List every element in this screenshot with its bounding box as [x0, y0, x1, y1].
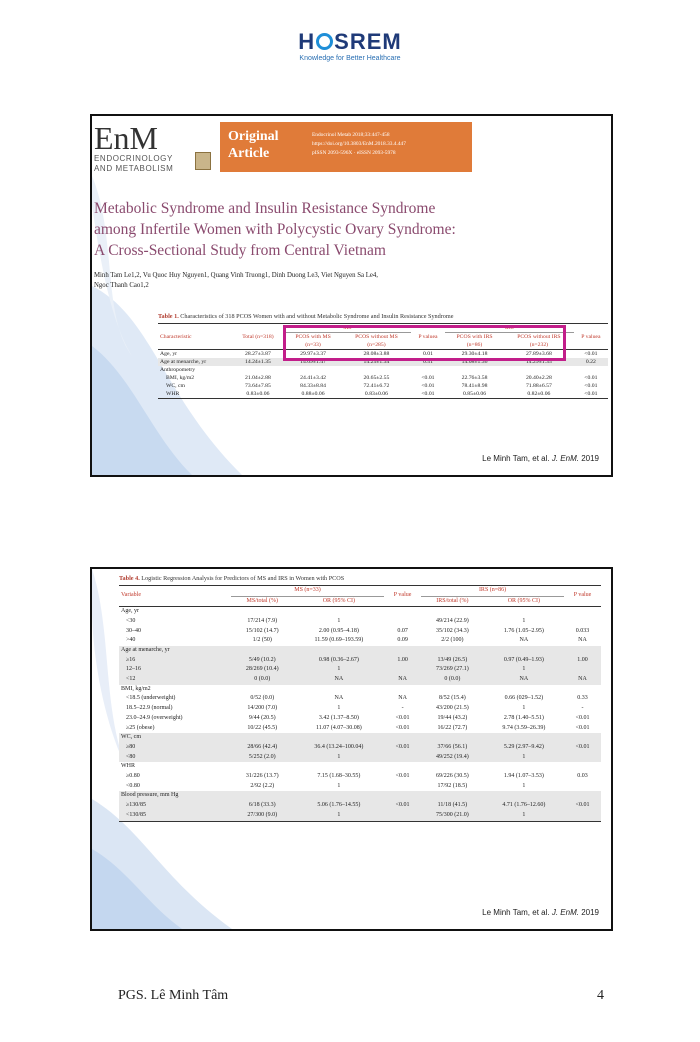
- table4-group-header: WC, cm: [119, 733, 601, 743]
- table4-cell: NA: [578, 637, 587, 644]
- table4-cell: [384, 811, 421, 821]
- slide-credit: Le Minh Tam, et al. J. EnM. 2019: [482, 908, 599, 917]
- table1-cell: 14.24±1.35: [232, 358, 284, 366]
- table4-cell: 0.09: [397, 637, 408, 644]
- table4-row: [119, 666, 601, 676]
- table1-cell: [445, 366, 504, 374]
- table4-cell: 18.5–22.9 (normal): [126, 705, 173, 712]
- table4-cell: 16/22 (72.7): [437, 724, 468, 731]
- table1-cell: <0.01: [584, 383, 598, 389]
- table4-cell: 5.06 (1.76–14.55): [294, 801, 385, 811]
- table1-cell: 22.76±3.58: [461, 375, 488, 381]
- table4-cell: 1: [484, 811, 564, 821]
- table4-cell: 2.78 (1.40–5.51): [503, 714, 544, 721]
- table4-cell: <0.01: [384, 801, 421, 811]
- table4-cell: 1: [294, 666, 385, 676]
- table4-row: [119, 636, 601, 646]
- table1-cell: 0.51: [411, 358, 445, 366]
- table1-row: [158, 390, 608, 399]
- table1-cell: 14.25±1.34: [342, 358, 411, 366]
- table4-cell: 1: [522, 705, 526, 712]
- table4-cell: 1.00: [384, 656, 421, 666]
- table4-row: [119, 811, 601, 821]
- table4-cell: ≥16: [119, 656, 231, 666]
- table1-cell: 71.88±6.57: [525, 383, 552, 389]
- table4-cell: 1: [522, 782, 526, 789]
- table4-cell: 30–40: [126, 627, 141, 634]
- table1-row: [158, 374, 608, 382]
- table1-cell: 24.41±3.42: [300, 375, 326, 381]
- table4-cell: 5/49 (10.2): [231, 656, 294, 666]
- table1-cell: 0.83±0.06: [364, 391, 388, 397]
- table4-cell: NA: [384, 675, 421, 685]
- table4-cell: <0.80: [126, 782, 140, 789]
- table4-cell: 31/226 (13.7): [245, 772, 279, 779]
- table4-cell: 8/52 (15.4): [439, 695, 466, 702]
- table1-cell: 21.04±2.88: [244, 375, 271, 381]
- table4-cell: 0.66 (029–1.52): [504, 695, 544, 702]
- table1-cell: <0.01: [584, 375, 598, 381]
- table4-cell: 28/66 (42.4): [231, 743, 294, 753]
- table4-cell: 1.76 (1.05–2.95): [503, 627, 544, 634]
- table4-cell: ≥0.80: [126, 772, 140, 779]
- table4-cell: 43/200 (21.5): [436, 705, 469, 712]
- paper-title: Metabolic Syndrome and Insulin Resistance Syndrome among Infertile Women with Polycystic Ovary Syndrome: A Cross-Sectional Study from Central Vietnam: [94, 200, 456, 259]
- table4-cell: 2/2 (100): [441, 637, 464, 644]
- table4-caption: Table 4. Logistic Regression Analysis for Predictors of MS and IRS in Women with PCOS: [119, 575, 345, 582]
- table4-cell: <0.01: [564, 743, 601, 753]
- table1-cell: 0.82±0.06: [527, 391, 551, 397]
- slide-article-overview: [90, 114, 613, 477]
- table1-cell: 0.83±0.06: [246, 391, 270, 397]
- hosrem-tagline: Knowledge for Better Healthcare: [299, 55, 401, 62]
- table1-cell: [411, 366, 445, 374]
- table4-group-header: Blood pressure, mm Hg: [119, 791, 601, 801]
- table1-cell: [232, 366, 284, 374]
- table4-cell: 37/66 (56.1): [421, 743, 484, 753]
- table1-cell: Age at menarche, yr: [158, 358, 232, 366]
- table1-cell: 78.41±8.98: [461, 383, 488, 389]
- table4-cell: <0.01: [384, 743, 421, 753]
- table4-cell: 7.15 (1.68–30.55): [317, 772, 361, 779]
- table4-cell: 28/269 (10.4): [231, 666, 294, 676]
- table4-row: [119, 724, 601, 734]
- table4-cell: 1: [337, 617, 341, 624]
- table4-row: [119, 714, 601, 724]
- table4-cell: 2/92 (2.2): [250, 782, 275, 789]
- table4-row: [119, 782, 601, 792]
- table4-cell: 1.94 (1.07–3.53): [503, 772, 544, 779]
- table1-row: [158, 366, 608, 374]
- table4-cell: 11.59 (0.69–193.59): [314, 637, 364, 644]
- table4-cell: 0 (0.0): [421, 675, 484, 685]
- table4-cell: 75/300 (21.0): [421, 811, 484, 821]
- table4-cell: 49/214 (22.9): [436, 617, 469, 624]
- table4: Table 4. Logistic Regression Analysis for Predictors of MS and IRS in Women with PCOS Variable MS (n=33) P value IRS (n=86) P value MS/total (%) OR (95% CI) IRS/total (%) OR (95% CI) Age, yr <30 17/214 (7.9) 1 49/214 (22.9) 1 30–40 15/102 (14.7) 2.00 (0.95–4.18) 0.07 35/102 (34.3) 1.76 (1.05–2.95) 0.033 >40 1/2 (50) 11.59 (0.69–193.59) 0.09 2/2 (100) NA NA Age at menarche, yr ≥16 5/49 (10.2) 0.98 (0.36–2.67) 1.00 13/49 (26.5) 0.97 (0.49–1.93) 1.00 12–16 28/269 (10.4) 1 73/269 (27.1) 1 <12 0 (0.0) NA NA 0 (0.0) NA NA BMI, kg/m2 <18.5 (underweight) 0/52 (0.0) NA NA 8/52 (15.4) 0.66 (029–1.52) 0.33 18.5–22.9 (normal) 14/200 (7.0) 1 - 43/200 (21.5) 1 - 23.0–24.9 (overweight) 9/44 (20.5) 3.42 (1.37–8.50) <0.01 19/44 (43.2) 2.78 (1.40–5.51) <0.01 ≥25 (obese) 10/22 (45.5) 11.07 (4.07–30.08) <0.01 16/22 (72.7) 9.74 (3.59–26.39) <0.01 WC, cm ≥80 28/66 (42.4) 36.4 (13.24–100.04) <0.01 37/66 (56.1) 5.29 (2.97–9.42) <0.01 <80 5/252 (2.0) 1 49/252 (19.4) 1 WHR ≥0.80 31/226 (13.7) 7.15 (1.68–30.55) <0.01 69/226 (30.5) 1.94 (1.07–3.53) 0.03 <0.80 2/92 (2.2) 1 17/92 (18.5) 1 Blood pressure, mm Hg ≥130/85 6/18 (33.3) 5.06 (1.76–14.55) <0.01 11/18 (41.5) 4.71 (1.76–12.60) <0.01 <130/85 27/300 (9.0) 1 75/300 (21.0) 1: [119, 575, 601, 822]
- table4-cell: 2.00 (0.95–4.18): [318, 627, 359, 634]
- table1-cell: 29.97±3.37: [300, 351, 326, 357]
- table1-cell: Age, yr: [160, 351, 178, 357]
- table4-cell: 4.71 (1.76–12.60): [484, 801, 564, 811]
- table4-row: [119, 801, 601, 811]
- table1-cell: [342, 366, 411, 374]
- table4-cell: 27/300 (9.0): [231, 811, 294, 821]
- table4-cell: [384, 617, 421, 627]
- table4-cell: 15/102 (14.7): [245, 627, 279, 634]
- table4-cell: 11.07 (4.07–30.08): [315, 724, 362, 731]
- article-type: Original Article: [228, 129, 279, 161]
- journal-logo: EnM ENDOCRINOLOGY AND METABOLISM: [94, 120, 174, 173]
- author-list: Minh Tam Le1,2, Vu Quoc Huy Nguyen1, Quang Vinh Truong1, Dinh Duong Le3, Viet Nguyen Sa Le4, Ngoc Thanh Cao1,2: [94, 272, 379, 289]
- table4-cell: >40: [126, 637, 136, 644]
- table4-cell: 49/252 (19.4): [421, 753, 484, 763]
- table4-cell: 1: [294, 753, 385, 763]
- table4-cell: 17/92 (18.5): [437, 782, 468, 789]
- table1-cell: 84.33±8.84: [300, 383, 326, 389]
- table4-cell: 1: [484, 666, 564, 676]
- table4-cell: 1: [294, 811, 385, 821]
- table1-cell: WHR: [166, 391, 180, 397]
- slide-credit: Le Minh Tam, et al. J. EnM. 2019: [482, 454, 599, 463]
- table1-cell: <0.01: [584, 391, 598, 397]
- table4-cell: <0.01: [575, 714, 590, 721]
- table1-cell: 0.01: [422, 351, 433, 357]
- table4-cell: [564, 782, 601, 792]
- globe-icon: [316, 33, 333, 50]
- table4-cell: -: [401, 705, 404, 712]
- table1-cell: 0.88±0.06: [301, 391, 325, 397]
- table1-cell: 20.40±2.28: [525, 375, 552, 381]
- table4-cell: 19/44 (43.2): [437, 714, 468, 721]
- table1-cell: <0.01: [421, 391, 435, 397]
- table4-row: [119, 704, 601, 714]
- table4-cell: NA: [294, 675, 385, 685]
- table1-cell: 14.08±1.36: [445, 358, 504, 366]
- table1-cell: 29.30±4.18: [461, 351, 488, 357]
- citation-info: Endocrinol Metab 2018;33:447-458 https://doi.org/10.3803/EnM.2018.33.4.447 pISSN 2093-596X · eISSN 2093-5978: [312, 132, 406, 156]
- table4-cell: 69/226 (30.5): [436, 772, 469, 779]
- table4-cell: 12–16: [119, 666, 231, 676]
- table4-row: [119, 675, 601, 685]
- hosrem-wordmark: H SREM: [298, 29, 402, 54]
- table4-cell: [564, 666, 601, 676]
- table4-cell: <80: [119, 753, 231, 763]
- table4-row: [119, 656, 601, 666]
- article-banner: [220, 122, 472, 172]
- table4-cell: 11/18 (41.5): [421, 801, 484, 811]
- table1: Table 1. Characteristics of 318 PCOS Women with and without Metabolic Syndrome and Insulin Resistance Syndrome MS IRS Characteristic Total (n=318) PCOS with MS PCOS without MS P valuea PCOS with IRS PCOS without IRS P valuea (n=33) (n=285) (n=86) (n=232) Age, yr 28.27±3.87 29.97±3.37 28.08±3.88 0.01 29.30±4.18 27.89±3.68 <0.01 Age at menarche, yr 14.24±1.35 14.09±1.47 14.25±1.34 0.51 14.08±1.36 14.29±1.35 0.22 Anthropometry BMI, kg/m2 21.04±2.88 24.41±3.42 20.65±2.55 <0.01 22.76±3.58 20.40±2.28 <0.01 WC, cm 73.64±7.85 84.33±8.84 72.41±6.72 <0.01 78.41±8.98 71.88±6.57 <0.01 WHR 0.83±0.06 0.88±0.06 0.83±0.06 <0.01 0.85±0.06 0.82±0.06 <0.01: [158, 313, 608, 399]
- table4-cell: 3.42 (1.37–8.50): [318, 714, 359, 721]
- table1-cell: [574, 366, 608, 374]
- table4-cell: <0.01: [395, 724, 410, 731]
- table4-row: [119, 743, 601, 753]
- table4-cell: ≥25 (obese): [126, 724, 155, 731]
- table4-cell: 9.74 (3.59–26.39): [502, 724, 546, 731]
- table4-cell: 14/200 (7.0): [247, 705, 278, 712]
- table1-cell: 72.41±6.72: [363, 383, 390, 389]
- table4-cell: 17/214 (7.9): [247, 617, 278, 624]
- table4-cell: NA: [564, 675, 601, 685]
- table4-cell: 0.033: [575, 627, 590, 634]
- table4-cell: 0.03: [577, 772, 588, 779]
- table4-cell: 0/52 (0.0): [250, 695, 275, 702]
- table4-cell: [384, 666, 421, 676]
- table4-cell: 0.07: [397, 627, 408, 634]
- table4-cell: [564, 753, 601, 763]
- table1-cell: 0.22: [574, 358, 608, 366]
- table4-row: [119, 772, 601, 782]
- table4-cell: 13/49 (26.5): [421, 656, 484, 666]
- table4-cell: <0.01: [575, 724, 590, 731]
- table4-row: [119, 695, 601, 705]
- slide-regression-table: [90, 567, 613, 931]
- table1-cell: 73.64±7.85: [244, 383, 271, 389]
- table1-cell: 14.09±1.47: [284, 358, 342, 366]
- table1-cell: 0.85±0.06: [463, 391, 487, 397]
- table4-cell: 1: [522, 617, 526, 624]
- table4-cell: 5/252 (2.0): [231, 753, 294, 763]
- table1-cell: <0.01: [421, 383, 435, 389]
- table1-cell: <0.01: [584, 351, 598, 357]
- table4-cell: 0 (0.0): [231, 675, 294, 685]
- table4-group-header: BMI, kg/m2: [121, 685, 151, 692]
- table4-cell: NA: [398, 695, 407, 702]
- table4-cell: 9/44 (20.5): [248, 714, 276, 721]
- table4-cell: 0.98 (0.36–2.67): [294, 656, 385, 666]
- table4-cell: [564, 617, 601, 627]
- page-number: 4: [597, 988, 604, 1003]
- table1-cell: <0.01: [421, 375, 435, 381]
- table1-cell: WC, cm: [166, 383, 185, 389]
- table4-cell: NA: [484, 675, 564, 685]
- table4-row: [119, 617, 601, 627]
- table4-cell: ≥80: [119, 743, 231, 753]
- table4-cell: 1: [484, 753, 564, 763]
- table4-cell: <0.01: [395, 714, 410, 721]
- table1-cell: [504, 366, 574, 374]
- table4-row: [119, 753, 601, 763]
- table4-cell: 0.33: [577, 695, 588, 702]
- table4-cell: NA: [334, 695, 344, 702]
- table1-cell: [284, 366, 342, 374]
- table4-cell: <30: [126, 617, 136, 624]
- table4-cell: [384, 753, 421, 763]
- table4-cell: <18.5 (underweight): [126, 695, 176, 702]
- table4-cell: 1.00: [564, 656, 601, 666]
- table4-cell: 5.29 (2.97–9.42): [484, 743, 564, 753]
- table4-cell: [564, 811, 601, 821]
- table4-cell: 1: [337, 705, 341, 712]
- table1-cell: Anthropometry: [160, 367, 196, 373]
- table4-cell: <0.01: [564, 801, 601, 811]
- table1-cell: 28.27±3.87: [244, 351, 271, 357]
- footer-author: PGS. Lê Minh Tâm: [118, 988, 229, 1003]
- table4-cell: 1: [337, 782, 341, 789]
- table4-cell: -: [581, 705, 584, 712]
- table4-row: [119, 627, 601, 637]
- table4-cell: 1/2 (50): [252, 637, 272, 644]
- table4-cell: 0.97 (0.49–1.93): [484, 656, 564, 666]
- table1-row: [158, 382, 608, 390]
- table4-cell: <12: [119, 675, 231, 685]
- table4-cell: 35/102 (34.3): [436, 627, 469, 634]
- table4-group-header: Age at menarche, yr: [119, 646, 601, 656]
- table4-cell: <0.01: [395, 772, 410, 779]
- table4-cell: 36.4 (13.24–100.04): [294, 743, 385, 753]
- table1-cell: BMI, kg/m2: [166, 375, 195, 381]
- table4-cell: 73/269 (27.1): [421, 666, 484, 676]
- highlight-box: [283, 325, 566, 361]
- table4-cell: ≥130/85: [119, 801, 231, 811]
- table1-caption: Table 1. Characteristics of 318 PCOS Women with and without Metabolic Syndrome and Insulin Resistance Syndrome: [158, 313, 454, 320]
- table1-cell: 14.29±1.35: [504, 358, 574, 366]
- table1-cell: 27.89±3.68: [525, 351, 552, 357]
- table4-cell: [384, 782, 421, 792]
- table4-cell: NA: [519, 637, 529, 644]
- table4-cell: 23.0–24.9 (overweight): [126, 714, 183, 721]
- table1-cell: 20.65±2.55: [363, 375, 390, 381]
- society-seal-icon: [195, 152, 211, 170]
- table4-group-header: WHR: [121, 763, 135, 770]
- table4-group-header: Age, yr: [121, 608, 139, 615]
- hosrem-logo: [0, 30, 700, 62]
- table4-cell: 10/22 (45.5): [247, 724, 278, 731]
- table4-cell: <130/85: [119, 811, 231, 821]
- table1-cell: 28.08±3.88: [363, 351, 390, 357]
- table4-cell: 6/18 (33.3): [231, 801, 294, 811]
